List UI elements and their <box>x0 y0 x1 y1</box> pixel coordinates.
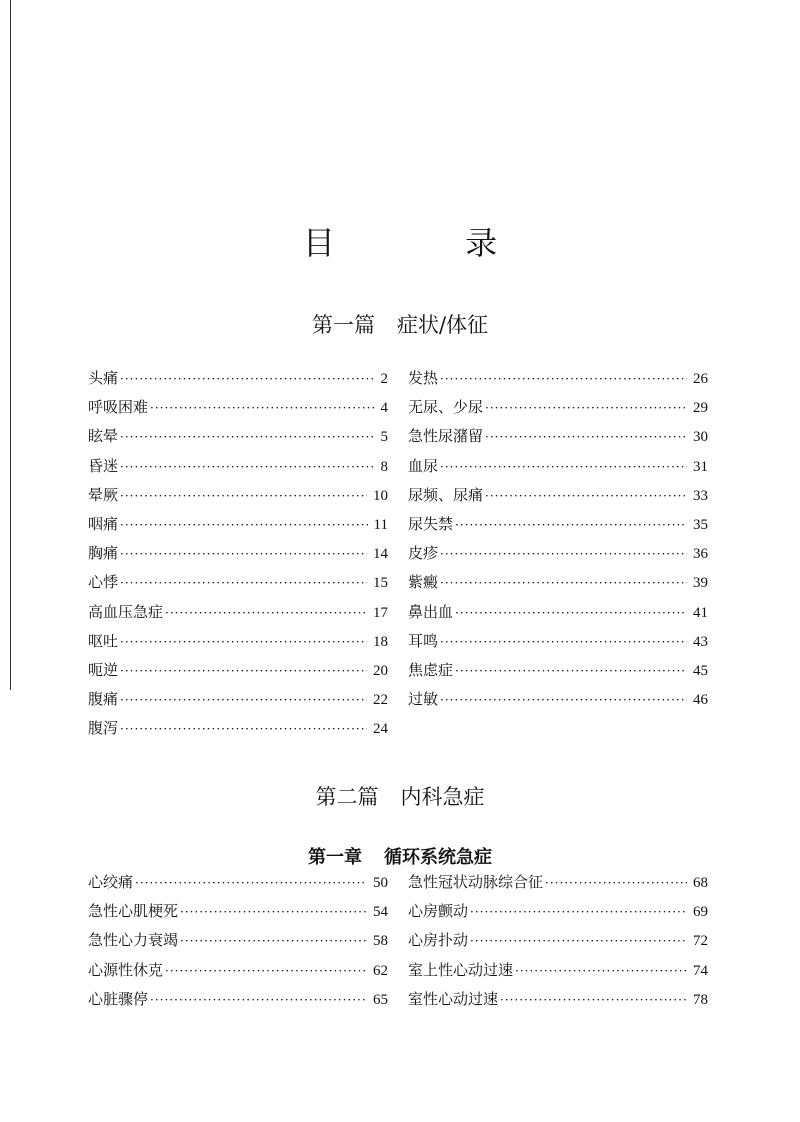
toc-entry-page: 69 <box>693 904 708 921</box>
toc-entry[interactable] <box>408 455 708 484</box>
toc-entry-title: 头痛 <box>88 369 119 387</box>
toc-entry-page: 72 <box>693 933 708 950</box>
toc-entry[interactable] <box>408 630 708 659</box>
toc-entry[interactable] <box>88 542 388 571</box>
toc-entry-page: 36 <box>693 546 708 563</box>
toc-entry-title: 心房扑动 <box>408 931 469 950</box>
dot-leader <box>165 606 367 620</box>
toc-entry-title: 急性冠状动脉综合征 <box>408 873 544 891</box>
toc-entry-page: 26 <box>693 371 708 387</box>
toc-entry-page: 8 <box>380 458 388 475</box>
toc-entry-title: 急性心肌梗死 <box>88 902 179 921</box>
toc-entry[interactable] <box>88 871 388 900</box>
dot-leader <box>455 664 687 678</box>
toc-entry-page: 18 <box>373 633 388 650</box>
chapter1-right-column <box>408 871 708 1017</box>
dot-leader <box>120 518 368 532</box>
toc-entry-title: 急性尿潴留 <box>408 427 484 446</box>
toc-entry-page: 39 <box>693 575 708 592</box>
toc-entry-title: 心悸 <box>88 573 119 592</box>
toc-entry-page: 11 <box>373 516 388 533</box>
toc-entry[interactable] <box>88 929 388 958</box>
dot-leader <box>120 635 367 649</box>
toc-entry-title: 咽痛 <box>88 514 119 533</box>
toc-entry-page: 65 <box>373 991 388 1008</box>
toc-entry[interactable] <box>408 929 708 958</box>
chapter1-name: 循环系统急症 <box>384 847 492 868</box>
toc-entry[interactable] <box>88 717 388 746</box>
toc-entry[interactable] <box>408 688 708 717</box>
toc-entry-title: 昏迷 <box>88 456 119 475</box>
toc-entry[interactable] <box>88 988 388 1017</box>
toc-entry-title: 尿失禁 <box>408 514 454 533</box>
toc-entry-title: 无尿、少尿 <box>408 398 484 417</box>
toc-entry-title: 耳鸣 <box>408 631 439 650</box>
dot-leader <box>120 664 367 678</box>
toc-entry-title: 腹痛 <box>88 690 119 709</box>
toc-entry-page: 78 <box>693 991 708 1008</box>
toc-entry-title: 呼吸困难 <box>88 398 149 417</box>
toc-entry-page: 54 <box>373 904 388 921</box>
toc-entry[interactable] <box>88 571 388 600</box>
dot-leader <box>120 460 374 474</box>
toc-entry[interactable] <box>88 425 388 454</box>
part1-label: 第一篇 <box>311 313 375 337</box>
toc-entry[interactable] <box>408 396 708 425</box>
toc-entry-title: 血尿 <box>408 456 439 475</box>
toc-entry-title: 发热 <box>408 369 439 387</box>
toc-entry[interactable] <box>408 871 708 900</box>
dot-leader <box>120 693 367 707</box>
toc-entry-title: 心房颤动 <box>408 902 469 921</box>
toc-entry[interactable] <box>88 900 388 929</box>
toc-entry[interactable] <box>88 396 388 425</box>
dot-leader <box>485 489 687 503</box>
dot-leader <box>470 905 687 919</box>
dot-leader <box>440 635 687 649</box>
toc-entry-title: 鼻出血 <box>408 602 454 621</box>
toc-entry-title: 过敏 <box>408 690 439 709</box>
toc-entry-title: 胸痛 <box>88 544 119 563</box>
toc-entry-page: 17 <box>373 604 388 621</box>
dot-leader <box>485 430 687 444</box>
toc-entry-page: 46 <box>693 692 708 709</box>
toc-entry-page: 10 <box>373 487 388 504</box>
dot-leader <box>515 964 687 978</box>
dot-leader <box>120 430 374 444</box>
dot-leader <box>135 876 367 890</box>
toc-entry-page: 43 <box>693 633 708 650</box>
toc-entry[interactable] <box>88 959 388 988</box>
toc-entry-title: 心脏骤停 <box>88 989 149 1008</box>
dot-leader <box>455 518 687 532</box>
dot-leader <box>120 547 367 561</box>
toc-entry-page: 68 <box>693 875 708 891</box>
toc-entry[interactable] <box>88 630 388 659</box>
toc-entry-title: 紫癜 <box>408 573 439 592</box>
toc-entry[interactable] <box>88 367 388 396</box>
part2-name: 内科急症 <box>400 785 485 809</box>
toc-entry[interactable] <box>88 601 388 630</box>
toc-entry-page: 58 <box>373 933 388 950</box>
toc-entry[interactable] <box>408 959 708 988</box>
dot-leader <box>455 606 687 620</box>
dot-leader <box>120 576 367 590</box>
toc-entry[interactable] <box>88 659 388 688</box>
dot-leader <box>165 964 367 978</box>
dot-leader <box>180 905 367 919</box>
toc-entry-page: 4 <box>380 400 388 417</box>
toc-entry[interactable] <box>408 988 708 1017</box>
toc-entry-title: 室性心动过速 <box>408 989 499 1008</box>
toc-entry[interactable] <box>408 425 708 454</box>
part2-heading <box>0 781 800 811</box>
toc-entry[interactable] <box>88 484 388 513</box>
toc-entry-title: 心绞痛 <box>88 873 134 891</box>
part1-name: 症状/体征 <box>396 313 489 337</box>
toc-entry[interactable] <box>408 484 708 513</box>
toc-entry-title: 尿频、尿痛 <box>408 485 484 504</box>
toc-entry-title: 眩晕 <box>88 427 119 446</box>
dot-leader <box>180 934 367 948</box>
toc-entry-title: 晕厥 <box>88 485 119 504</box>
toc-entry-page: 2 <box>380 371 388 387</box>
dot-leader <box>440 693 687 707</box>
dot-leader <box>545 876 687 890</box>
toc-entry-page: 30 <box>693 429 708 446</box>
part2-label: 第二篇 <box>315 785 379 809</box>
dot-leader <box>120 722 367 736</box>
toc-entry[interactable] <box>88 455 388 484</box>
dot-leader <box>470 934 687 948</box>
toc-entry-page: 35 <box>693 516 708 533</box>
toc-entry-title: 呃逆 <box>88 660 119 679</box>
toc-entry-title: 皮疹 <box>408 544 439 563</box>
dot-leader <box>440 576 687 590</box>
toc-entry-page: 74 <box>693 962 708 979</box>
toc-entry-title: 心源性休克 <box>88 960 164 979</box>
toc-entry-page: 31 <box>693 458 708 475</box>
toc-entry-page: 62 <box>373 962 388 979</box>
chapter1-left-column <box>88 871 388 1017</box>
toc-entry[interactable] <box>408 367 708 396</box>
toc-entry-page: 50 <box>373 875 388 891</box>
toc-entry-page: 45 <box>693 662 708 679</box>
dot-leader <box>440 460 687 474</box>
toc-entry[interactable] <box>408 601 708 630</box>
chapter1-heading <box>0 843 800 869</box>
dot-leader <box>440 372 687 386</box>
dot-leader <box>150 993 367 1007</box>
toc-entry[interactable] <box>88 688 388 717</box>
toc-entry-title: 焦虑症 <box>408 660 454 679</box>
toc-entry-page: 22 <box>373 692 388 709</box>
dot-leader <box>150 401 374 415</box>
toc-entry-title: 室上性心动过速 <box>408 960 514 979</box>
toc-entry-page: 24 <box>373 721 388 738</box>
toc-entry-page: 14 <box>373 546 388 563</box>
toc-entry-page: 41 <box>693 604 708 621</box>
dot-leader <box>120 489 367 503</box>
toc-entry[interactable] <box>408 900 708 929</box>
toc-entry[interactable] <box>408 659 708 688</box>
toc-entry-page: 33 <box>693 487 708 504</box>
part1-right-column <box>408 367 708 717</box>
page-title: 目 录 <box>302 224 558 262</box>
part1-heading <box>0 309 800 339</box>
toc-entry[interactable] <box>88 513 388 542</box>
toc-entry-page: 29 <box>693 400 708 417</box>
chapter1-label: 第一章 <box>308 847 362 868</box>
dot-leader <box>485 401 687 415</box>
scan-edge-line <box>10 0 11 690</box>
dot-leader <box>500 993 687 1007</box>
toc-entry-title: 高血压急症 <box>88 602 164 621</box>
toc-entry-title: 急性心力衰竭 <box>88 931 179 950</box>
toc-entry-title: 呕吐 <box>88 631 119 650</box>
toc-entry-page: 15 <box>373 575 388 592</box>
toc-entry[interactable] <box>408 571 708 600</box>
part1-left-column <box>88 367 388 746</box>
toc-entry[interactable] <box>408 513 708 542</box>
dot-leader <box>440 547 687 561</box>
toc-entry-page: 20 <box>373 662 388 679</box>
toc-entry[interactable] <box>408 542 708 571</box>
dot-leader <box>120 372 374 386</box>
toc-entry-page: 5 <box>380 429 388 446</box>
toc-entry-title: 腹泻 <box>88 719 119 738</box>
